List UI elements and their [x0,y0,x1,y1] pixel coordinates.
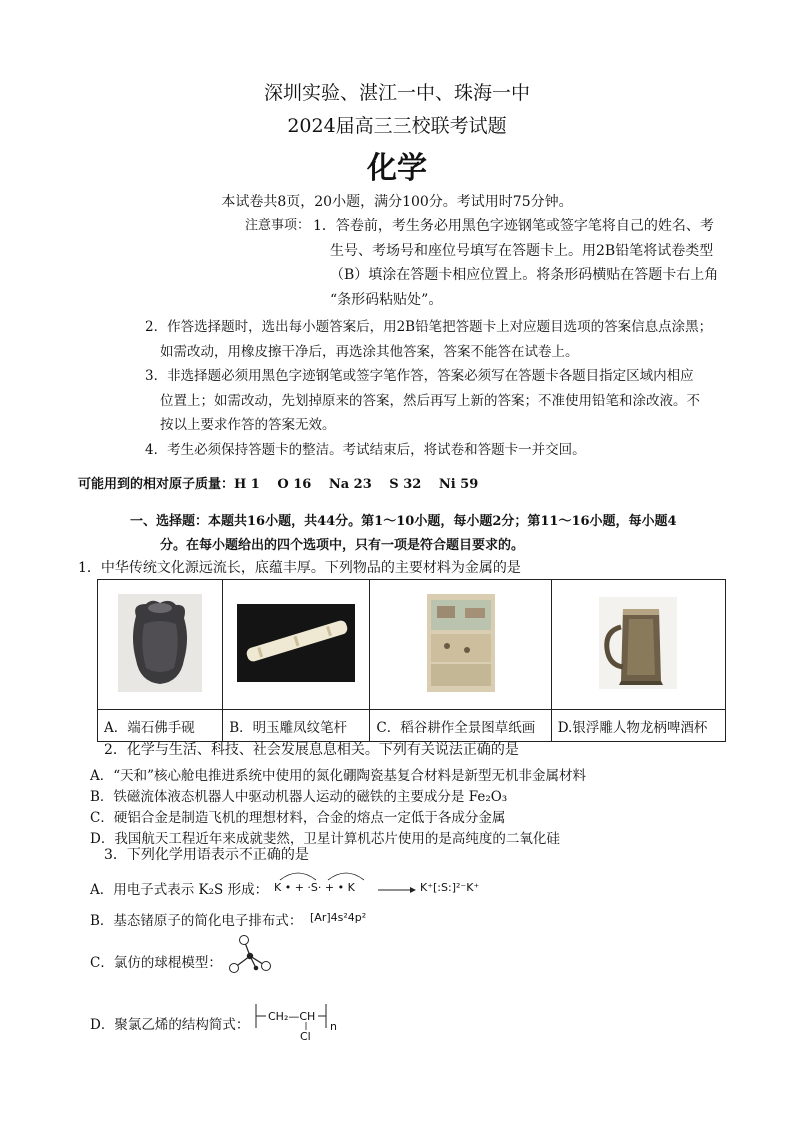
notes-label: 注意事项： [245,218,311,233]
q3-stem: 3．下列化学用语表示不正确的是 [104,847,309,863]
subject-title: 化学 [367,151,427,186]
q3-option-b-label: B．基态锗原子的简化电子排布式： [90,913,303,929]
note2-line2: 如需改动，用橡皮擦干净后，再选涂其他答案，答案不能答在试卷上。 [160,344,579,360]
k2s-product: K⁺[:S:]²⁻K⁺ [420,881,480,894]
q2-option-d: D．我国航天工程近年来成就斐然，卫星计算机芯片使用的是高纯度的二氧化硅 [90,831,560,847]
q2-option-a: A．“天和”核心舱电推进系统中使用的氮化硼陶瓷基复合材料是新型无机非金属材料 [90,768,587,784]
q3-option-d-label: D．聚氯乙烯的结构简式： [90,1017,250,1033]
q3-option-c-label: C．氯仿的球棍模型： [90,955,222,971]
note2-line1: 2．作答选择题时，选出每小题答案后，用2B铅笔把答题卡上对应题目选项的答案信息点涂黑； [145,319,713,335]
atomic-masses: 可能用到的相对原子质量：H 1 O 16 Na 23 S 32 Ni 59 [78,477,479,492]
k2s-reactants: K • + ·S· + • K [274,881,355,894]
q1-option-a: A．端石佛手砚 [98,710,223,742]
q1-stem: 1．中华传统文化源远流长，底蕴丰厚。下列物品的主要材料为金属的是 [78,560,521,576]
section1-line2: 分。在每小题给出的四个选项中，只有一项是符合题目要求的。 [160,538,525,553]
painting-cell [370,580,551,710]
q2-stem: 2．化学与生活、科技、社会发展息息相关。下列有关说法正确的是 [104,742,519,758]
chloroform-ball-stick-model [222,934,278,978]
inkstone-cell [98,580,223,710]
brushpen-cell [223,580,370,710]
q1-option-d: D.银浮雕人物龙柄啤酒杯 [551,710,725,742]
note1-line1: 1．答卷前，考生务必用黑色字迹钢笔或签字笔将自己的姓名、考 [313,218,714,234]
q1-item-table [97,579,726,742]
note1-line3: （B）填涂在答题卡相应位置上。将条形码横贴在答题卡右上角 [330,267,719,283]
note4: 4．考生必须保持答题卡的整洁。考试结束后，将试卷和答题卡一并交回。 [145,442,586,458]
note3-line2: 位置上；如需改动，先划掉原来的答案，然后再写上新的答案；不准使用铅笔和涂改液。不 [160,393,700,409]
pvc-n: n [330,1020,337,1033]
q2-option-c: C．硬铝合金是制造飞机的理想材料，合金的熔点一定低于各成分金属 [90,810,506,826]
ge-electron-config: [Ar]4s²4p² [310,911,367,924]
farming-painting-image [427,594,495,692]
q2-option-b: B．铁磁流体液态机器人中驱动机器人运动的磁铁的主要成分是 Fe₂O₃ [90,789,508,805]
section1-line1: 一、选择题：本题共16小题，共44分。第1～10小题，每小题2分；第11～16小题，每小题4 [130,514,677,529]
q1-option-c: C．稻谷耕作全景图草纸画 [370,710,551,742]
beer-mug-cell [551,580,725,710]
school-names: 深圳实验、湛江一中、珠海一中 [263,82,530,104]
exam-title: 2024届高三三校联考试题 [287,115,507,137]
silver-beer-mug-image [599,597,677,689]
inkstone-image [118,594,202,692]
pvc-chlorine: Cl [300,1030,311,1043]
note3-line3: 按以上要求作答的答案无效。 [160,417,336,433]
q1-option-b: B．明玉雕凤纹笔杆 [223,710,370,742]
q3-option-a-label: A．用电子式表示 K₂S 形成： [90,882,269,898]
pvc-chain: CH₂—CH [268,1010,316,1023]
note1-line2: 生号、考场号和座位号填写在答题卡上。用2B铅笔将试卷类型 [330,243,714,259]
note1-line4: “条形码粘贴处”。 [330,292,443,308]
note3-line1: 3．非选择题必须用黑色字迹钢笔或签字笔作答，答案必须写在答题卡各题目指定区域内相应 [145,368,694,384]
brush-pen-image [237,604,355,682]
exam-summary: 本试卷共8页，20小题，满分100分。考试用时75分钟。 [221,194,573,210]
